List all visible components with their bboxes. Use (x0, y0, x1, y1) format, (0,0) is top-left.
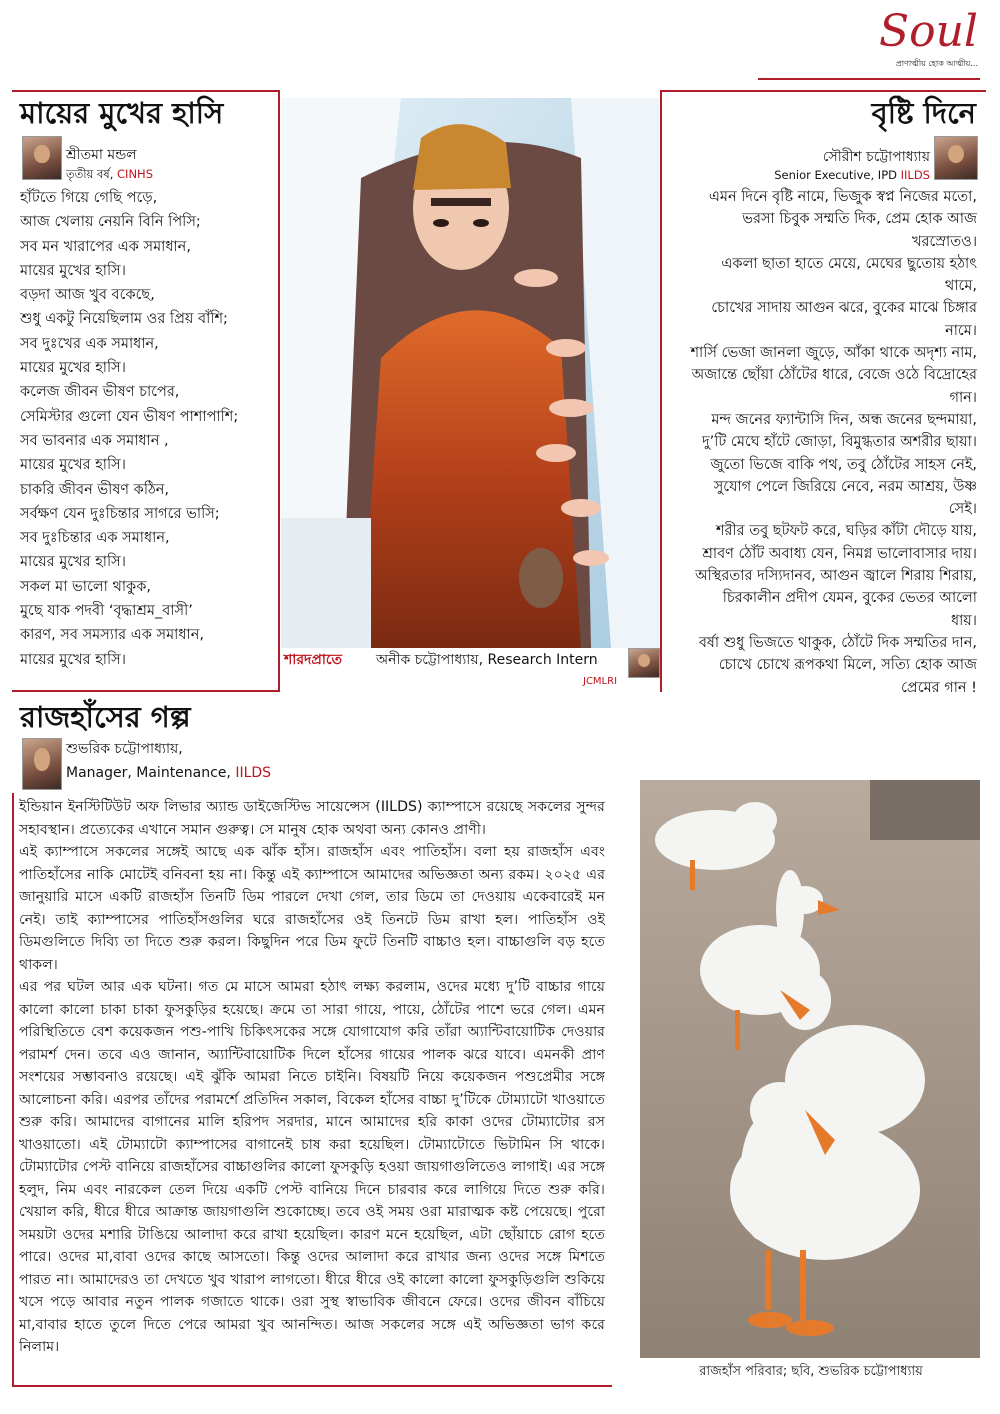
story-title: রাজহাঁসের গল্প (20, 700, 191, 734)
brand (838, 6, 978, 70)
poem1-author: শ্রীতমা মন্ডল (66, 147, 137, 163)
durga-photo-caption-title: শারদপ্রাতে (284, 652, 343, 668)
poem2-role: Senior Executive, IPD IILDS (774, 168, 930, 182)
mid-left-rule (12, 690, 280, 692)
brand-rule (758, 78, 980, 80)
poem1-title: মায়ের মুখের হাসি (20, 96, 224, 130)
poem2-author-avatar (934, 136, 978, 180)
left-column-divider (278, 90, 280, 692)
story-role: Manager, Maintenance, IILDS (66, 765, 272, 781)
swan-family-photo (640, 780, 980, 1358)
brand-logo: Soul (878, 6, 978, 57)
poem1-author-avatar (22, 136, 62, 180)
poem2-title: বৃষ্টি দিনে (871, 96, 976, 130)
durga-photo (281, 98, 659, 648)
story-bottom-rule (12, 1385, 612, 1387)
durga-photo-caption-org: JCMLRI (583, 676, 618, 687)
poem2-author: সৌরীশ চট্টোপাধ্যায় (822, 149, 930, 165)
story-text: ইন্ডিয়ান ইনস্টিটিউট অফ লিভার অ্যান্ড ডাইজেস্টিভ সায়েন্সেস (IILDS) ক্যাম্পাসে রয়েছে সকলের সুন্দর সহাবস্থান। প্রত্যেকের এখানে সমান গুরুত্ব। সে মানুষ হোক অথবা অন্য কোনও প্রাণী। এই ক্যাম্পাসে সকলের সঙ্গেই আছে এক ঝাঁক হাঁস। রাজহাঁস এবং পাতিহাঁস। বলা হয় রাজহাঁস এবং পাতিহাঁসের নাকি মোটেই বনিবনা হয় না। কিন্তু এই ক্যাম্পাসে আমাদের অভিজ্ঞতা অন্য রকম। ২০২৫ এর জানুয়ারি মাসে একটি রাজহাঁস তিনটি ডিম পারলে দেখা গেল, তার ডিমে তা দেওয়ায় একেবারেই মন নেই। তাই ক্যাম্পাসের পাতিহাঁসগুলির ঘরে রাজহাঁসের ওই তিনটে ডিম রাখা হল। পাতিহাঁস ওই ডিমগুলিতে দিব্যি তা দিতে শুরু করল। কিছুদিন পরে ডিম ফুটে তিনটি বাচ্চাও হল। বাচ্চাগুলি বড় হতে থাকল। এর পর ঘটল আর এক ঘটনা। গত মে মাসে আমরা হঠাৎ লক্ষ্য করলাম, ওদের মধ্যে দু’টি বাচ্চার গায়ে কালো কালো চাকা চাকা ফুসকুড়ির হয়েছে। ক্রমে তা সারা গায়ে, পায়ে, ঠোঁটের পাশে ভরে গেল। এমন পরিস্থিতিতে বেশ কয়েকজন পশু-পাখি চিকিৎসকের সঙ্গে যোগাযোগ করি তাঁরা অ্যান্টিবায়োটিক দেওয়ার পরামর্শ দেন। তবে এও জানান, অ্যান্টিবায়োটিক দিলে হাঁসের গায়ের পালক ঝরে যাবে। এমনকী প্রাণ সংশয়ের সম্ভাবনাও রয়েছে। এই ঝুঁকি আমরা নিতে চাইনি। বিষয়টি নিয়ে কয়েকজন পশুপ্রেমীর সঙ্গে আলোচনা করি। এরপর তাঁদের পরামর্শে প্রতিদিন সকাল, বিকেল হাঁসের বাচ্চা দু’টিকে টোম্যাটো খাওয়াতে শুরু করি। আমাদের বাগানের মালি হরিপদ সরদার, মানে আমাদের হরি কাকা ওদের টোম্যাটোর রস খাওয়াতো। এই টোম্যাটো ক্যাম্পাসের বাগানেই চাষ করা হয়েছিল। টোম্যাটোতে ভিটামিন সি থাকে। টোম্যাটোর পেস্ট বানিয়ে রাজহাঁসের বাচ্চাগুলির কালো ফুসকুড়ি হওয়া জায়গাগুলিতেও লাগাই। এর সঙ্গে হলুদ, নিম এবং নারকেল তেল দিয়ে একটি পেস্ট বানিয়ে দিনে চারবার করে লাগিয়ে দিতে শুরু করি। খেয়াল করি, ধীরে ধীরে আক্রান্ত জায়গাগুলি শুকোচ্ছে। তবে ওই সময় ওরা মারাত্মক কষ্ট পেয়েছে। পুরো সময়টা ওদের মশারি টাঙিয়ে আলাদা করে রাখা হয়েছিল। কারণ মনে হয়েছিল, এটা ছোঁয়াচে রোগ হতে পারে। ওদের মা,বাবা ওদের কাছে আসতো। কিন্তু ওদের আলাদা করে রাখার জন্য ওদের সঙ্গে মিশতে পারত না। আমাদেরও তা দেখতে খুব খারাপ লাগতো। ধীরে ধীরে ওই কালো কালো ফুসকুড়িগুলি শুকিয়ে খসে পড়ে আবার নতুন পালক গজাতে থাকে। ওরা সুস্থ স্বাভাবিক জীবনে ফেরে। ওদের জীবন বাঁচিয়ে মা,বাবার হাতে তুলে দিতে পেরে আমরা খুব আনন্দিত। আজ সকলের সঙ্গে এই অভিজ্ঞতা ভাগ করে নিলাম। (19, 799, 605, 1355)
poem2-text: এমন দিনে বৃষ্টি নামে, ভিজুক স্বপ্ন নিজের মতো, ভরসা চিবুক সম্মতি দিক, প্রেম হোক আজ খরস্রোতও। একলা ছাতা হাতে মেয়ে, মেঘের ছুতোয় হঠাৎ থামে, চোখের সাদায় আগুন ঝরে, বুকের মাঝে চিঙ্গার নামে। শার্সি ভেজা জানলা জুড়ে, আঁকা থাকে অদৃশ্য নাম, অজান্তে ছোঁয়া ঠোঁটের ধারে, বেজে ওঠে বিদ্রোহের গান। মন্দ জনের ফ্যান্টাসি দিন, অন্ধ জনের ছন্দমায়া, দু’টি মেঘে হাঁটে জোড়া, বিমুগ্ধতার অশরীর ছায়া। জুতো ভিজে বাকি পথ, তবু ঠোঁটের সাহস নেই, সুযোগ পেলে জিরিয়ে নেবে, নরম আশ্রয়, উষ্ণ সেই। শরীর তবু ছটফট করে, ঘড়ির কাঁটা দৌড়ে যায়, শ্রাবণ ঠোঁট অবাধ্য যেন, নিমগ্ন ভালোবাসার দায়। অস্থিরতার দস্যিদানব, আগুন জ্বালে শিরায় শিরায়, চিরকালীন প্রদীপ যেমন, বুকের ভেতর আলো ধায়। বর্ষা শুধু ভিজতে থাকুক, ঠোঁটে দিক সম্মতির দান, চোখে চোখে রূপকথা মিলে, সত্যি হোক আজ প্রেমের গান ! (690, 189, 977, 696)
top-left-rule (12, 90, 278, 92)
swan-photo-caption: রাজহাঁস পরিবার; ছবি, শুভরিক চট্টোপাধ্যায় (699, 1364, 923, 1379)
top-right-rule (660, 90, 986, 92)
right-column-divider (660, 90, 662, 692)
brand-tagline: প্রাণাত্মীয় হোক আত্মীয়... (895, 59, 978, 68)
durga-photo-caption-author: অনীক চট্টোপাধ্যায়, Research Intern (376, 652, 598, 668)
photographer-avatar (628, 648, 660, 678)
story-left-rule (12, 793, 14, 1385)
poem1-role: তৃতীয় বর্ষ, CINHS (66, 167, 154, 181)
story-author: শুভরিক চট্টোপাধ্যায়, (66, 741, 183, 757)
poem1-text: হাঁটতে গিয়ে গেছি পড়ে, আজ খেলায় নেয়নি বিনি পিসি; সব মন খারাপের এক সমাধান, মায়ের মুখের হাসি। বড়দা আজ খুব বকেছে, শুধু একটু নিয়েছিলাম ওর প্রিয় বাঁশি; সব দুঃখের এক সমাধান, মায়ের মুখের হাসি। কলেজ জীবন ভীষণ চাপের, সেমিস্টার গুলো যেন ভীষণ পাশাপাশি; সব ভাবনার এক সমাধান , মায়ের মুখের হাসি। চাকরি জীবন ভীষণ কঠিন, সর্বক্ষণ যেন দুঃচিন্তার সাগরে ভাসি; সব দুঃচিন্তার এক সমাধান, মায়ের মুখের হাসি। সকল মা ভালো থাকুক, মুছে যাক পদবী ‘বৃদ্ধাশ্রম_বাসী’ কারণ, সব সমস্যার এক সমাধান, মায়ের মুখের হাসি। (20, 190, 239, 668)
story-author-avatar (22, 738, 62, 790)
